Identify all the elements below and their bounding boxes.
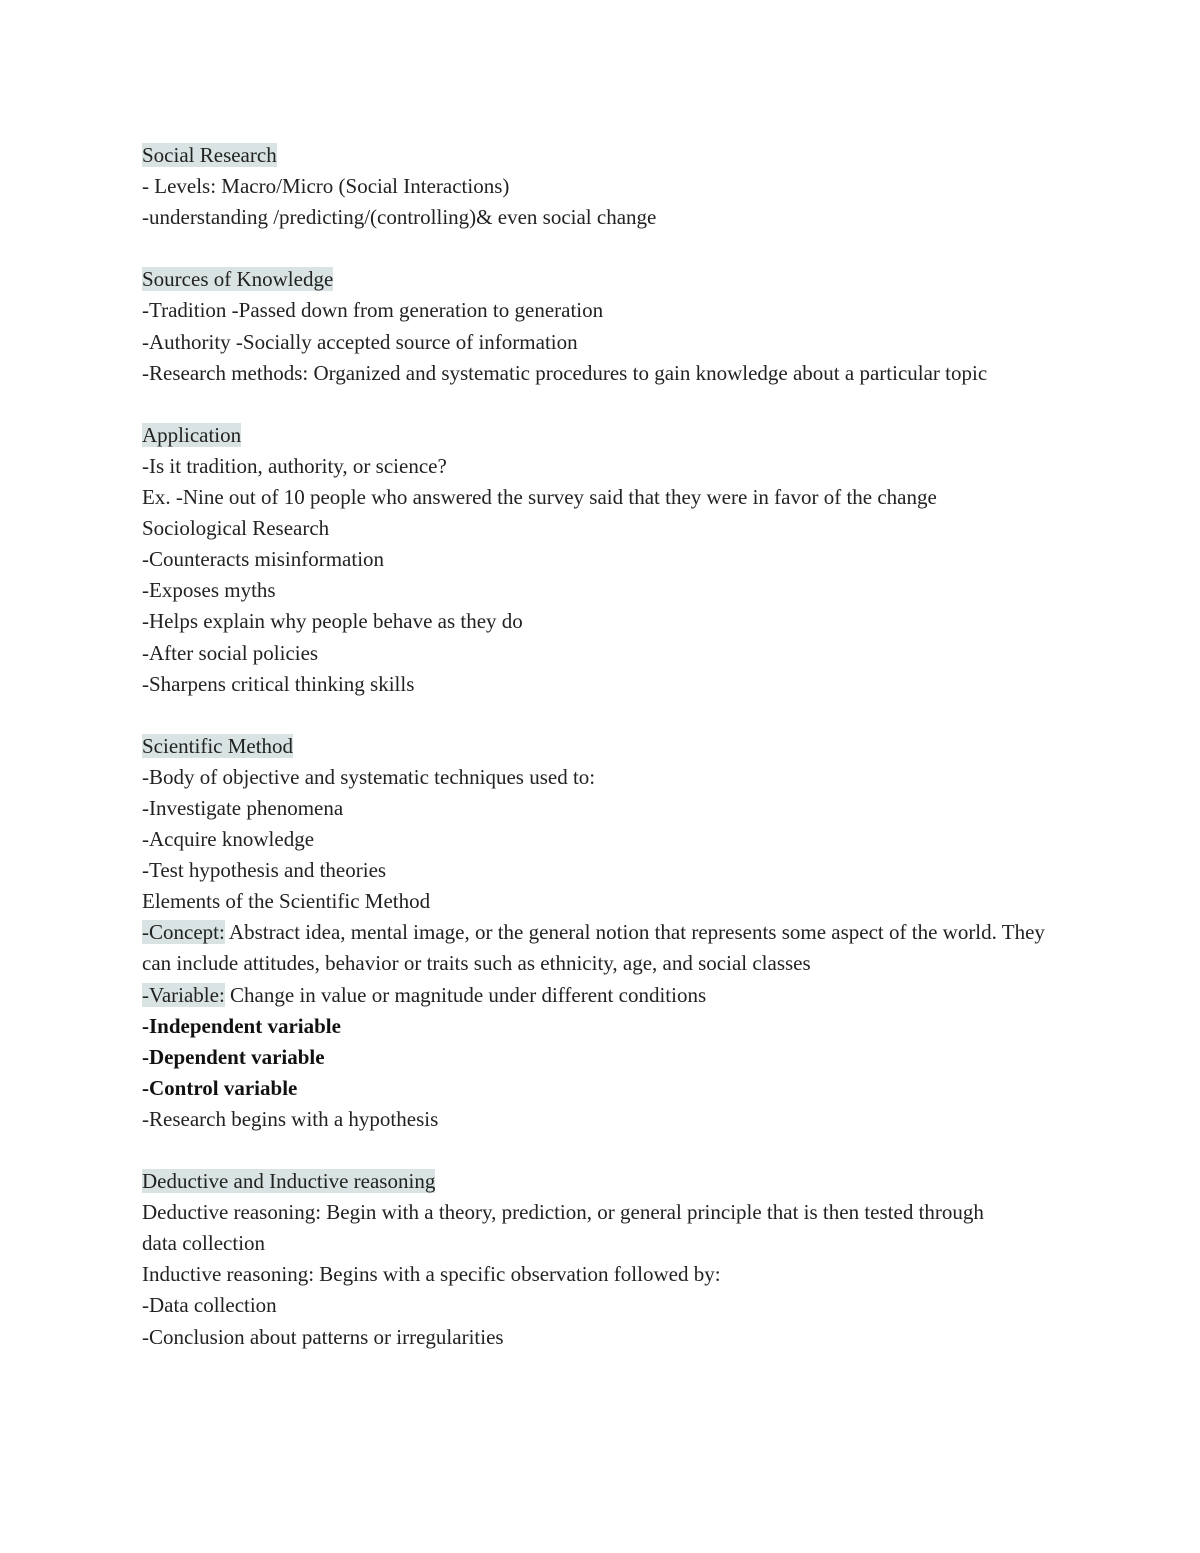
text-line: -Conclusion about patterns or irregularities — [142, 1324, 504, 1349]
section-heading-application — [142, 420, 1062, 451]
bold-text: -Dependent variable — [142, 1044, 325, 1069]
variable-term: -Variable: — [142, 982, 225, 1007]
text-line: -Data collection — [142, 1293, 277, 1318]
heading-text: Social Research — [142, 143, 277, 167]
text-line: -Body of objective and systematic techniques used to: — [142, 764, 596, 789]
section-heading-scientific-method — [142, 731, 1062, 762]
text-line: -Test hypothesis and theories — [142, 858, 387, 883]
heading-text: Sources of Knowledge — [142, 267, 334, 292]
text-line: Ex. -Nine out of 10 people who answered the survey said that they were in favor of the change — [142, 485, 937, 510]
text-line: -Acquire knowledge — [142, 827, 315, 852]
blank-line — [142, 389, 1062, 420]
text-line: -Sharpens critical thinking skills — [142, 671, 415, 696]
concept-text: Abstract idea, mental image, or the general notion that represents some aspect of the world. They can include attitudes, behavior or traits such as ethnicity, age, and social classes — [142, 920, 1045, 976]
section-heading-social-research — [142, 140, 1062, 171]
blank-line — [142, 700, 1062, 731]
bold-line-control-variable — [142, 1073, 1062, 1104]
text-paragraph: Deductive reasoning: Begin with a theory, prediction, or general principle that is then tested through data collection — [142, 1200, 984, 1256]
text-line: Inductive reasoning: Begins with a specific observation followed by: — [142, 1262, 721, 1287]
section-heading-reasoning — [142, 1166, 1062, 1197]
text-paragraph: -Research methods: Organized and systematic procedures to gain knowledge about a particular topic — [142, 360, 988, 385]
blank-line — [142, 1135, 1062, 1166]
text-line: -understanding /predicting/(controlling)& even social change — [142, 205, 657, 230]
blank-line — [142, 233, 1062, 264]
text-line: -Authority -Socially accepted source of information — [142, 329, 578, 354]
heading-text: Application — [142, 422, 242, 447]
section-heading-sources-of-knowledge — [142, 264, 1062, 295]
document-page — [142, 140, 1062, 1353]
bold-text: -Independent variable — [142, 1013, 341, 1038]
text-line: Sociological Research — [142, 516, 330, 541]
concept-term: -Concept: — [142, 920, 225, 945]
variable-definition — [142, 980, 1062, 1011]
text-line: -Counteracts misinformation — [142, 547, 385, 572]
text-line: -Investigate phenomena — [142, 795, 344, 820]
bold-line-independent-variable — [142, 1011, 1062, 1042]
heading-text: Deductive and Inductive reasoning — [142, 1169, 436, 1194]
concept-definition — [142, 917, 1047, 979]
text-line: -Exposes myths — [142, 578, 276, 603]
text-line: Elements of the Scientific Method — [142, 889, 431, 914]
bold-text: -Control variable — [142, 1075, 298, 1100]
variable-text: Change in value or magnitude under different conditions — [224, 982, 707, 1007]
heading-text: Scientific Method — [142, 733, 294, 758]
text-line: -Helps explain why people behave as they do — [142, 609, 523, 634]
text-line: -Tradition -Passed down from generation to generation — [142, 298, 604, 323]
text-line: -After social policies — [142, 640, 319, 665]
text-line: -Is it tradition, authority, or science? — [142, 453, 447, 478]
bold-line-dependent-variable — [142, 1042, 1062, 1073]
text-line: -Research begins with a hypothesis — [142, 1106, 439, 1131]
text-line: - Levels: Macro/Micro (Social Interactions) — [142, 174, 510, 199]
